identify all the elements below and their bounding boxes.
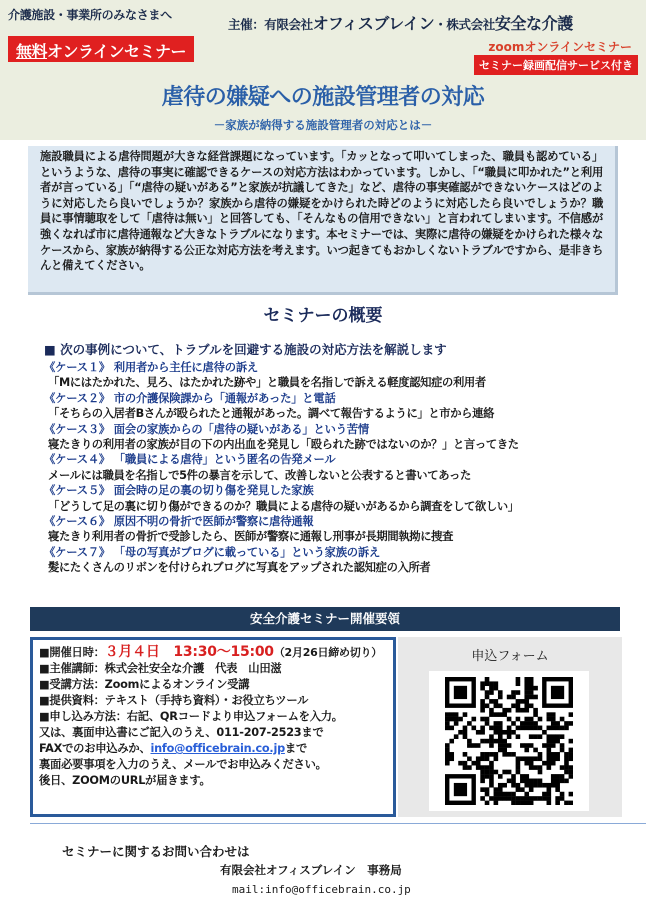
overview-heading: セミナーの概要 bbox=[263, 306, 383, 326]
intro-text: 施設職員による虐待問題が大きな経営課題になっています。「カッとなって叩いてしまった、職員も認めている」というような、虐待の事実に確認できるケースの対応方法はわかっています。しかし、「“職員に叩かれた”と利用者が言っている」「“虐待の疑いがある”と家族が抗議してきた」など、虐待の事実確認ができないケースはどのように対応したら良いでしょうか？家族から虐待の嫌疑をかけられた時どのように対応したら良いでしょうか？職員に事情聴取をして「虐待は無い」と回答しても、「そんなもの信用できない」と言われてしまいます。不信感が強くなれば市に虐待通報など大きなトラブルになります。本セミナーでは、実際に虐待の嫌疑をかけられた様々なケースから、家族が納得する公正な対応方法を考えます。いつ起きてもおかしくないトラブルですから、是非きちんと備えてください。 bbox=[40, 150, 603, 273]
case-title: 《ケース７》 「母の写真がブログに載っている」という家族の訴え bbox=[44, 545, 381, 559]
overview-lead: ■ 次の事例について、トラブルを回避する施設の対応方法を解説します bbox=[44, 342, 447, 357]
apply-email-line bbox=[39, 741, 387, 757]
case-description: 「Mにはたかれた、見ろ、はたかれた跡や」と職員を名指しで訴える軽度認知症の利用者 bbox=[48, 376, 486, 390]
event-details-box bbox=[30, 637, 396, 817]
case-description: 寝たきり利用者の骨折で受診したら、医師が警察に通報し刑事が長期間執拗に捜査 bbox=[48, 530, 454, 544]
date-value: ３月４日 13:30～15:00 bbox=[104, 644, 274, 660]
apply-line: ■申し込み方法：右記、QRコードより申込フォームを入力。 bbox=[39, 710, 343, 723]
date-line bbox=[39, 644, 387, 661]
page-title: 虐待の嫌疑への施設管理者の対応 bbox=[161, 85, 485, 110]
zoom-label: zoomオンラインセミナー bbox=[488, 40, 632, 54]
qr-code[interactable] bbox=[429, 671, 589, 811]
case-description: 「そちらの入居者Bさんが殴られたと通報があった。調べて報告するように」と市から連絡 bbox=[48, 407, 495, 421]
host-prefix: 主催：有限会社 bbox=[228, 17, 313, 32]
recording-badge: セミナー録画配信サービス付き bbox=[474, 55, 638, 75]
qr-code-icon bbox=[445, 677, 573, 805]
contact-email: mail:info@officebrain.co.jp bbox=[232, 883, 411, 896]
case-title: 《ケース５》 面会時の足の裏の切り傷を発見した家族 bbox=[44, 484, 314, 498]
free-label: 無料 bbox=[16, 42, 48, 61]
case-title: 《ケース２》 市の介護保険課から「通報があった」と電話 bbox=[44, 391, 336, 405]
case-description: 寝たきりの利用者の家族が目の下の内出血を発見し「殴られた跡ではないのか？」と言ってきた bbox=[48, 438, 519, 452]
case-description: 髪にたくさんのリボンを付けられブログに写真をアップされた認知症の入所者 bbox=[48, 561, 431, 575]
materials-line: ■提供資料：テキスト（手持ち資料）・お役立ちツール bbox=[39, 694, 309, 707]
host-company-2: 安全な介護 bbox=[494, 14, 573, 33]
date-label: ■開催日時： bbox=[39, 646, 105, 659]
event-details-heading: 安全介護セミナー開催要領 bbox=[30, 607, 620, 631]
online-seminar-label: オンラインセミナー bbox=[47, 42, 187, 61]
case-title: 《ケース４》 「職員による虐待」という匿名の告発メール bbox=[44, 453, 336, 467]
contact-organization: 有限会社オフィスブレイン 事務局 bbox=[220, 863, 402, 877]
contact-heading: セミナーに関するお問い合わせは bbox=[62, 844, 250, 859]
apply-email-prefix: FAXでのお申込みか、 bbox=[39, 742, 151, 755]
case-title: 《ケース６》 原因不明の骨折で医師が警察に虐待通報 bbox=[44, 515, 314, 529]
audience-label: 介護施設・事業所のみなさまへ bbox=[8, 8, 172, 22]
application-form-panel bbox=[398, 637, 622, 817]
case-description: メールには職員を名指しで5件の暴言を示して、改善しないと公表すると書いてあった bbox=[48, 468, 471, 482]
lecturer-line: ■主催講師：株式会社安全な介護 代表 山田滋 bbox=[39, 662, 282, 675]
apply-fax-line: 又は、裏面申込書にご記入のうえ、011-207-2523まで bbox=[39, 726, 324, 739]
page-subtitle: －家族が納得する施設管理者の対応とは－ bbox=[213, 118, 433, 132]
host-company-1: オフィスブレイン bbox=[312, 14, 435, 33]
date-note: （2月26日締め切り） bbox=[273, 646, 383, 659]
apply-instructions-line: 裏面必要事項を入力のうえ、メールでお申込みください。 bbox=[39, 758, 327, 771]
overview-list bbox=[44, 340, 624, 576]
host-separator: ・株式会社 bbox=[434, 17, 495, 32]
case-description: 「どうして足の裏に切り傷ができるのか？職員による虐待の疑いがあるから調査をして欲しい」 bbox=[48, 499, 519, 513]
intro-box bbox=[28, 146, 618, 295]
case-title: 《ケース１》 利用者から主任に虐待の訴え bbox=[44, 361, 259, 374]
form-label: 申込フォーム bbox=[471, 649, 549, 664]
footer-divider bbox=[30, 823, 646, 824]
free-seminar-badge bbox=[8, 36, 194, 62]
method-line: ■受講方法：Zoomによるオンライン受講 bbox=[39, 678, 250, 691]
header-band bbox=[0, 0, 646, 140]
zoom-url-note: 後日、ZOOMのURLが届きます。 bbox=[39, 774, 211, 787]
apply-email-suffix: まで bbox=[284, 742, 308, 755]
case-title: 《ケース３》 面会の家族からの「虐待の疑いがある」という苦情 bbox=[44, 422, 369, 436]
email-link[interactable]: info@officebrain.co.jp bbox=[150, 742, 285, 755]
host-line bbox=[228, 11, 573, 34]
